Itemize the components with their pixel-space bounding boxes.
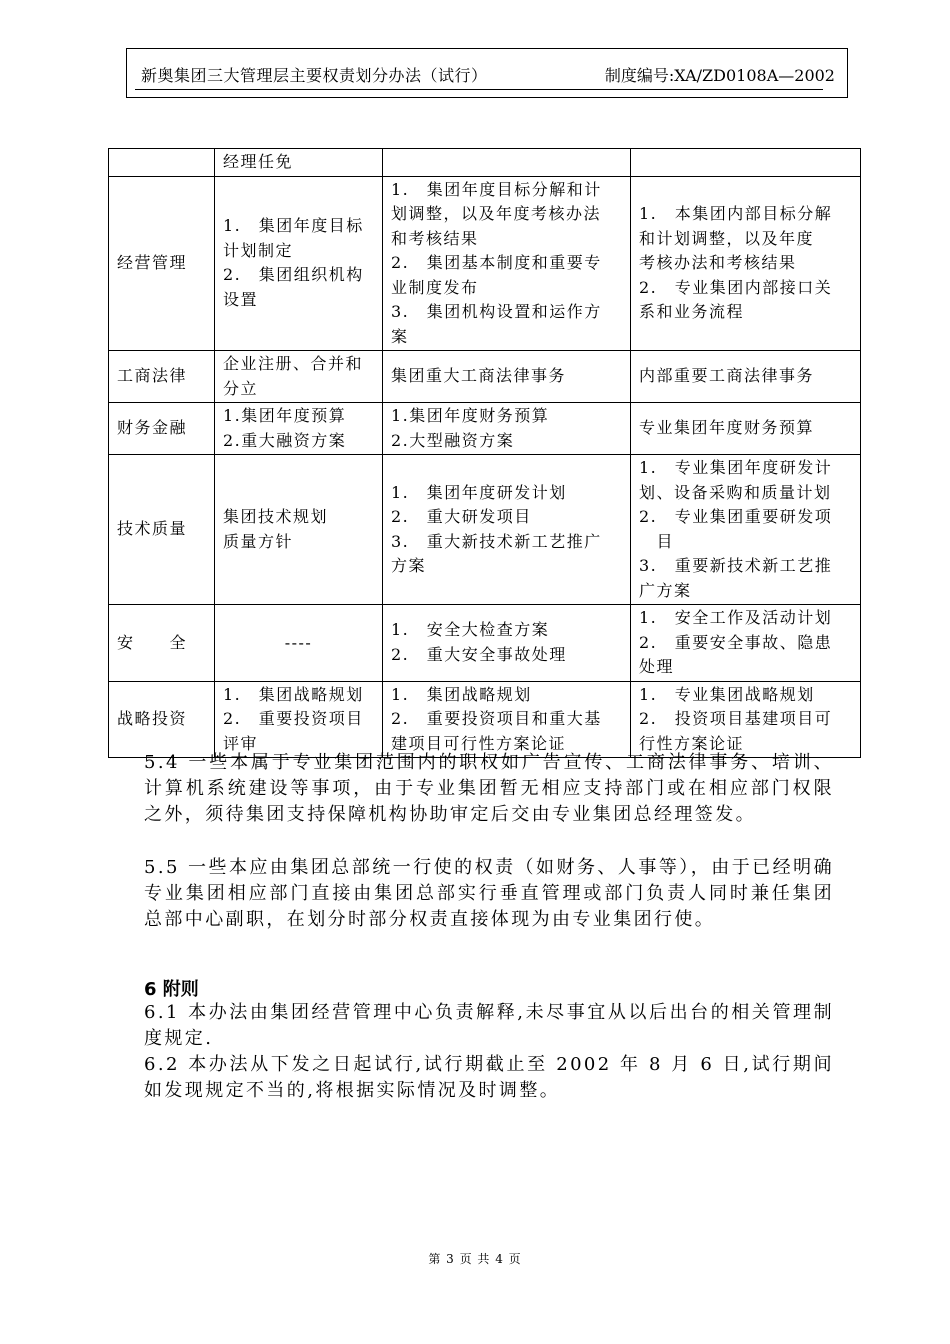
cell-line: 系和业务流程 (639, 302, 745, 321)
cell-line: 2. 投资项目基建项目可 (639, 709, 833, 728)
table-row (109, 605, 861, 682)
cell-line: 分立 (223, 378, 259, 398)
cell-line: 和计划调整，以及年度 (639, 228, 815, 248)
col4-cell (631, 455, 861, 605)
cell-line: 2. 重要投资项目 (223, 709, 364, 728)
cell-line: 方案 (391, 556, 427, 575)
col3-cell (383, 403, 631, 455)
cell-line: 企业注册、合并和 (223, 354, 364, 373)
cell-line: 集团重大工商法律事务 (391, 366, 567, 386)
col4-cell (631, 681, 861, 758)
cell-line: 内部重要工商法律事务 (639, 366, 815, 386)
page-footer: 第 3 页 共 4 页 (428, 1252, 522, 1266)
paragraph-5-5: 5.5 一些本应由集团总部统一行使的权责（如财务、人事等），由于已经明确专业集团相应部门直接由集团总部实行垂直管理或部门负责人同时兼任集团总部中心副职，在划分时部分权责直接体现为由专业集团行使。 (144, 857, 834, 930)
cell-line: 质量方针 (223, 531, 294, 551)
table-row (109, 351, 861, 403)
cell-line: 1. 集团年度目标 (223, 216, 364, 236)
cell-line: 计划制定 (223, 240, 294, 260)
col2-cell (215, 351, 383, 403)
cell-line: 1. 专业集团战略规划 (639, 684, 815, 704)
col2-cell (215, 605, 383, 682)
category-cell: 战略投资 (109, 681, 215, 758)
cell-line: 1. 集团战略规划 (223, 684, 364, 704)
section-heading-6: 6 附则 (144, 979, 199, 1000)
cell-line: 2. 集团基本制度和重要专 (391, 253, 602, 272)
cell-line: 2.重大融资方案 (223, 430, 347, 450)
cell-line: 1. 安全工作及活动计划 (639, 608, 833, 627)
cell-line: 划、设备采购和质量计划 (639, 482, 832, 502)
cell-line: 2. 重要投资项目和重大基 (391, 709, 602, 728)
cell-line: 行性方案论证 (639, 733, 745, 753)
col3-cell (383, 176, 631, 351)
cell-line: 3. 重大新技术新工艺推广 (391, 531, 602, 551)
table-row (109, 455, 861, 605)
cell-line: 2. 集团组织机构 (223, 265, 364, 285)
cell-line: 广方案 (639, 580, 692, 600)
cell-line: 1. 安全大检查方案 (391, 620, 550, 640)
col4-cell (631, 605, 861, 682)
table-row (109, 681, 861, 758)
col2-cell (215, 403, 383, 455)
cell-line: 建项目可行性方案论证 (391, 733, 567, 753)
cell-line: 考核办法和考核结果 (639, 253, 797, 272)
cell-line: 划调整，以及年度考核办法 (391, 204, 602, 223)
document-code: 制度编号:XA/ZD0108A—2002 (604, 66, 835, 85)
table-row (109, 176, 861, 351)
cell-line: 1. 本集团内部目标分解 (639, 204, 833, 223)
table-row (109, 403, 861, 455)
col4-cell (631, 403, 861, 455)
cell-line: 1. 集团战略规划 (391, 684, 532, 704)
cell-line: 设置 (223, 289, 259, 309)
col4-cell (631, 176, 861, 351)
col4-cell (631, 351, 861, 403)
col2-cell (215, 149, 383, 177)
paragraph-5-4: 5.4 一些本属于专业集团范围内的职权如广告宣传、工商法律事务、培训、计算机系统建设等事项，由于专业集团暂无相应支持部门或在相应部门权限之外，须待集团支持保障机构协助审定后交由专业集团总经理签发。 (144, 752, 834, 825)
cell-line: 2. 专业集团内部接口关 (639, 277, 833, 297)
cell-line: ---- (284, 632, 313, 652)
table-row (109, 149, 861, 177)
document-header (126, 48, 848, 98)
category-cell: 技术质量 (109, 455, 215, 605)
cell-line: 业制度发布 (391, 277, 479, 297)
col2-cell (215, 681, 383, 758)
cell-line: 经理任免 (223, 152, 294, 171)
col3-cell (383, 455, 631, 605)
col3-cell (383, 149, 631, 177)
cell-line: 3. 重要新技术新工艺推 (639, 556, 833, 575)
category-cell: 工商法律 (109, 351, 215, 403)
cell-line: 专业集团年度财务预算 (639, 418, 815, 438)
col3-cell (383, 605, 631, 682)
cell-line: 1.集团年度财务预算 (391, 406, 550, 425)
cell-line: 集团技术规划 (223, 507, 329, 526)
cell-line: 1. 集团年度研发计划 (391, 482, 567, 502)
paragraph-6-2: 6.2 本办法从下发之日起试行,试行期截止至 2002 年 8 月 6 日,试行期间如发现规定不当的,将根据实际情况及时调整。 (144, 1054, 834, 1101)
cell-line: 2. 重大安全事故处理 (391, 644, 567, 664)
cell-line: 2.大型融资方案 (391, 430, 515, 450)
cell-line: 目 (639, 531, 675, 551)
cell-line: 1. 集团年度目标分解和计 (391, 179, 602, 199)
col3-cell (383, 351, 631, 403)
category-cell: 财务金融 (109, 403, 215, 455)
cell-line: 2. 重要安全事故、隐患 (639, 632, 833, 652)
category-cell: 安 全 (109, 605, 215, 682)
cell-line: 3. 集团机构设置和运作方 (391, 302, 602, 321)
authority-table (108, 148, 861, 758)
cell-line: 案 (391, 326, 409, 346)
col2-cell (215, 455, 383, 605)
cell-line: 和考核结果 (391, 228, 479, 248)
category-cell (109, 149, 215, 177)
category-cell: 经营管理 (109, 176, 215, 351)
col4-cell (631, 149, 861, 177)
document-title: 新奥集团三大管理层主要权责划分办法（试行） (141, 66, 488, 85)
col2-cell (215, 176, 383, 351)
cell-line: 1.集团年度预算 (223, 406, 347, 425)
paragraph-6-1: 6.1 本办法由集团经营管理中心负责解释,未尽事宜从以后出台的相关管理制度规定. (144, 1002, 834, 1049)
cell-line: 处理 (639, 657, 675, 676)
col3-cell (383, 681, 631, 758)
header-divider (135, 89, 823, 90)
cell-line: 2. 重大研发项目 (391, 507, 532, 526)
cell-line: 评审 (223, 733, 259, 753)
cell-line: 1. 专业集团年度研发计 (639, 458, 833, 477)
cell-line: 2. 专业集团重要研发项 (639, 507, 833, 526)
